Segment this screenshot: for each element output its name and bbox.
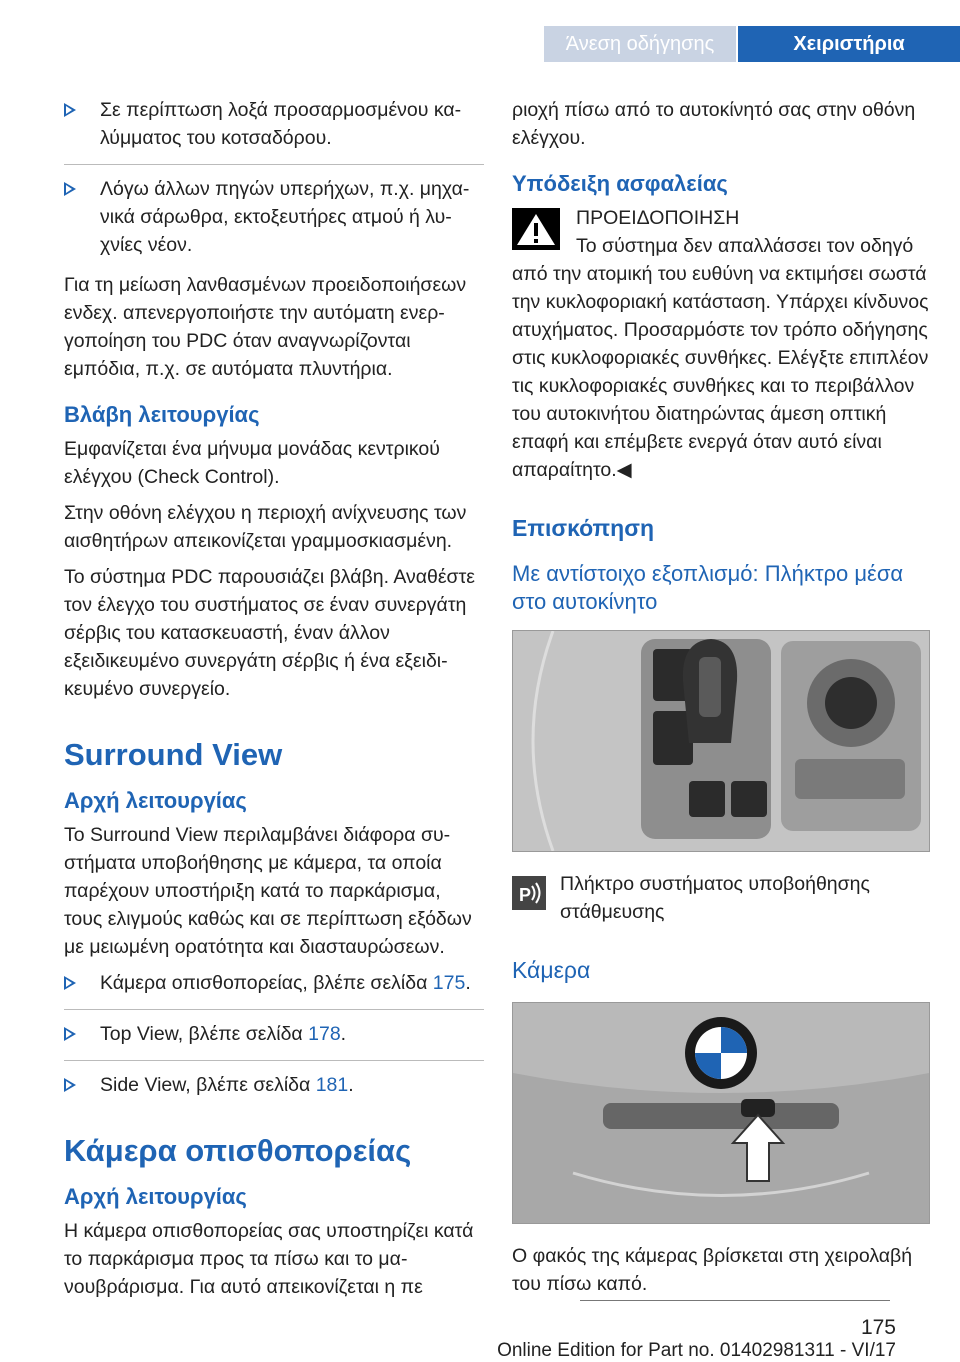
paragraph: Το σύστημα PDC παρουσιάζει βλάβη. Αναθέστε τον έλεγχο του συστήματος σε έναν συνεργάτη σέρβις του κατασκευαστή, έναν άλλον εξειδικευμένο συνεργάτη σέρβις ή ένα εξειδικευμένο συνεργείο. — [64, 566, 475, 700]
header-bar — [0, 0, 960, 62]
list-item: Top View, βλέπε σελίδα 178. — [64, 1020, 484, 1048]
right-column — [512, 96, 932, 1306]
triangle-bullet-icon — [64, 976, 76, 990]
page-link[interactable]: 181 — [315, 1074, 349, 1096]
page-link[interactable]: 175 — [432, 972, 466, 994]
heading-malfunction: Βλάβη λειτουργίας — [64, 402, 260, 427]
paragraph: Το Surround View περιλαμβάνει διάφορα συστήματα υποβοήθησης με κάμερα, τα οποία παρέχουν υποστήριξη κατά το παρκάρισμα, τους ελιγμούς καθώς και σε περίπτωση εξόδων με μειωμένη ορατότητα και διασταυρώσεων. — [64, 824, 472, 958]
warning-title: ΠΡΟΕΙΔΟΠΟΙΗΣΗ — [576, 207, 740, 229]
page-number: 175 — [860, 1316, 896, 1339]
heading-safety: Υπόδειξη ασφαλείας — [512, 171, 728, 196]
warning-text: Το σύστημα δεν απαλλάσσει τον οδηγό από την ατομική του ευθύνη να εκτιμήσει σωστά την κυκλοφοριακή κατάσταση. Υπάρχει κίνδυνος ατυχήματος. Προσαρμόστε τον τρόπο οδήγησης στις κυκλοφοριακές συνθήκες. Ελέγξτε επιπλέον τις κυκλοφοριακές συνθήκες και το περιβάλλον του αυτοκινήτου διατηρώντας άμεση οπτική επαφή και επέμβετε ενεργά όταν αυτό είναι απαραίτητο.◀ — [512, 235, 929, 481]
heading-overview: Επισκόπηση — [512, 515, 654, 541]
caption-camera: Ο φακός της κάμερας βρίσκεται στη χειρολαβή του πίσω καπό. — [512, 1245, 913, 1295]
paragraph: Εμφανίζεται ένα μήνυμα μονάδας κεντρικού ελέγχου (Check Control). — [64, 438, 440, 488]
camera-photo — [512, 1002, 930, 1224]
parking-assist-icon — [512, 876, 546, 910]
page-link[interactable]: 178 — [308, 1023, 341, 1045]
left-column — [64, 96, 484, 1309]
section-tab[interactable]: Άνεση οδήγησης — [544, 26, 736, 62]
heading-principle: Αρχή λειτουργίας — [64, 788, 247, 813]
triangle-bullet-icon — [64, 1027, 76, 1041]
divider — [64, 1009, 484, 1010]
edition-text: Online Edition for Part no. 01402981311 - VI/17 — [497, 1340, 896, 1361]
list-item: Side View, βλέπε σελίδα 181. — [64, 1071, 484, 1099]
warning-triangle-icon — [512, 208, 560, 250]
divider — [64, 1060, 484, 1061]
heading-principle: Αρχή λειτουργίας — [64, 1184, 247, 1209]
svg-text:P: P — [519, 885, 532, 905]
console-photo — [512, 630, 930, 852]
heading-surround-view: Surround View — [64, 737, 283, 772]
paragraph: Στην οθόνη ελέγχου η περιοχή ανίχνευσης των αισθητήρων απεικονίζεται γραμμοσκιασμένη. — [64, 502, 467, 552]
triangle-bullet-icon — [64, 1078, 76, 1092]
list-item: Κάμερα οπισθοπορείας, βλέπε σελίδα 175. — [64, 969, 484, 997]
heading-rear-camera: Κάμερα οπισθοπορείας — [64, 1133, 412, 1168]
list-item: Λόγω άλλων πηγών υπερήχων, π.χ. μηχανικά σάρωθρα, εκτοξευτήρες ατμού ή λυχνίες νέον. — [64, 175, 484, 259]
caption-button: P Πλήκτρο συστήματος υποβοήθησης στάθμευσης — [512, 870, 932, 926]
footer-rule — [580, 1300, 890, 1301]
triangle-bullet-icon — [64, 103, 76, 117]
chapter-tab[interactable]: Χειριστήρια — [738, 26, 960, 62]
list-item: Σε περίπτωση λοξά προσαρμοσμένου καλύμματος του κοτσαδόρου. — [64, 96, 484, 152]
paragraph: Για τη μείωση λανθασμένων προειδοποιήσεων ενδεχ. απενεργοποιήστε την αυτόματη ενεργοποίηση του PDC όταν αναγνωρίζονται εμπόδια, π.χ. σε αυτόματα πλυντήρια. — [64, 274, 467, 380]
paragraph: Η κάμερα οπισθοπορείας σας υποστηρίζει κατά το παρκάρισμα προς τα πίσω και το μανουβράρισμα. Για αυτό απεικονίζεται η πε — [64, 1220, 474, 1298]
heading-equipment: Με αντίστοιχο εξοπλισμό: Πλήκτρο μέσα στο αυτοκίνητο — [512, 561, 904, 614]
heading-camera: Κάμερα — [512, 957, 591, 983]
triangle-bullet-icon — [64, 182, 76, 196]
divider — [64, 164, 484, 165]
warning-block — [512, 204, 932, 484]
paragraph: ριοχή πίσω από το αυτοκίνητό σας στην οθόνη ελέγχου. — [512, 99, 916, 149]
